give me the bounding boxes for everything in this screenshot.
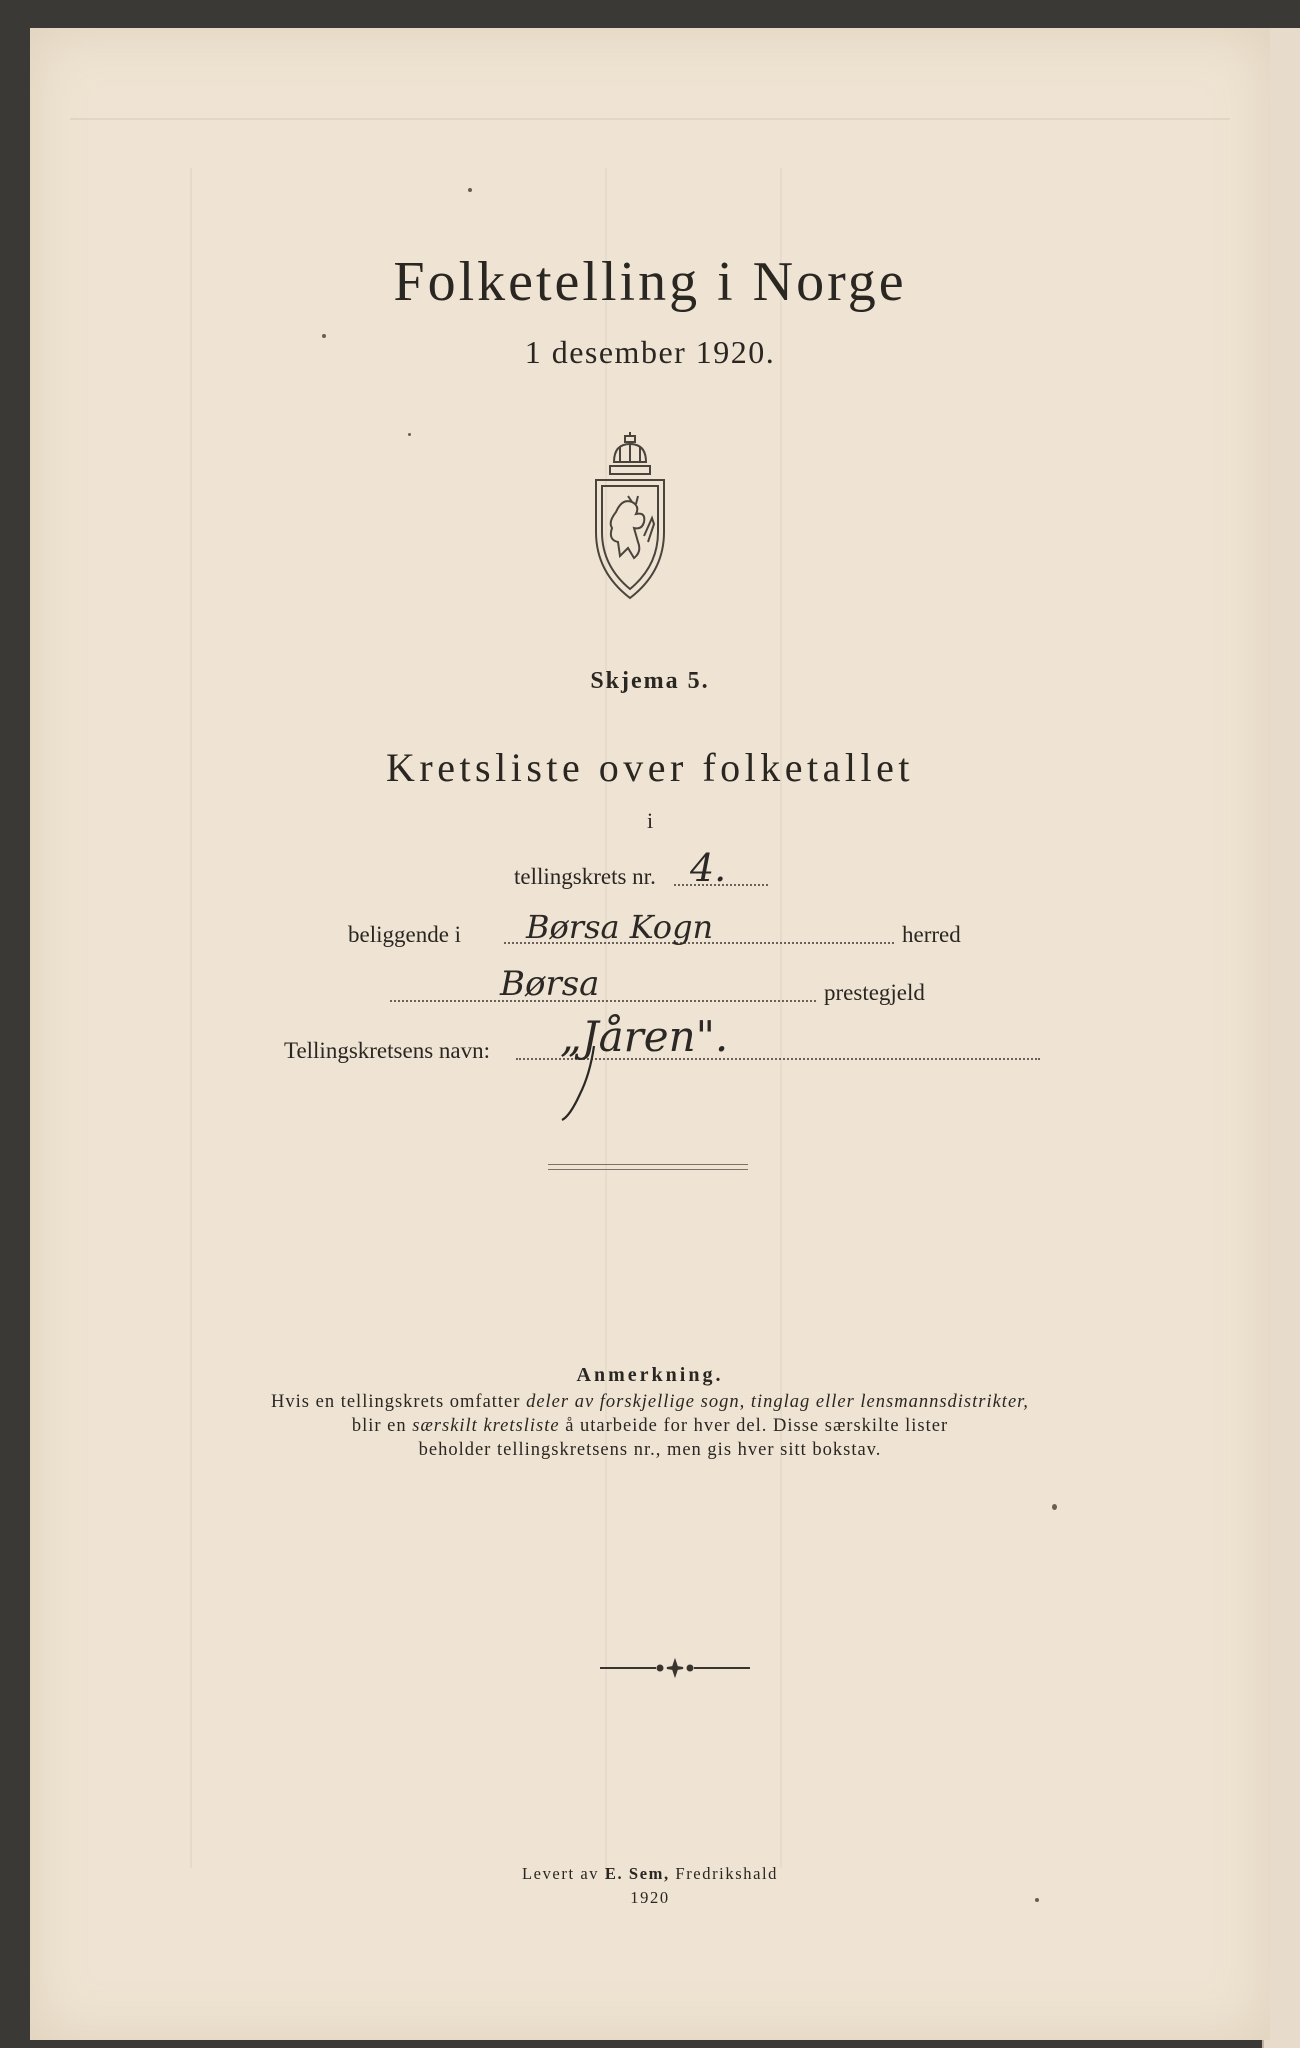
prestegjeld-value: Børsa xyxy=(500,964,600,1004)
connector-word: i xyxy=(646,808,654,833)
herred-label: herred xyxy=(902,922,961,947)
census-form-paper xyxy=(30,28,1270,2040)
form-title: Folketelling i Norge xyxy=(393,251,907,313)
printer-pre: Levert av xyxy=(521,1864,600,1883)
note-line-3: beholder tellingskretsens nr., men gis hver sitt bokstav. xyxy=(418,1440,882,1460)
prestegjeld-line xyxy=(390,1000,816,1002)
beliggende-label: beliggende i xyxy=(348,922,462,947)
note-title: Anmerkning. xyxy=(576,1364,724,1386)
handwritten-flourish xyxy=(550,1044,610,1124)
paper-speck xyxy=(408,433,411,436)
beliggende-value: Børsa Kogn xyxy=(526,908,714,946)
schema-number: Skjema 5. xyxy=(590,668,710,694)
note-line-1 xyxy=(30,1392,1270,1413)
note-line-2 xyxy=(30,1416,1270,1437)
ornamental-divider-icon xyxy=(600,1658,750,1678)
tellingskrets-label: tellingskrets nr. xyxy=(514,864,656,889)
bleed-through-column xyxy=(190,168,192,1868)
norwegian-coat-of-arms-icon xyxy=(592,432,668,602)
bleed-through-column xyxy=(780,168,782,1868)
printer-credit xyxy=(30,1864,1270,1884)
printer-name: E. Sem, xyxy=(604,1864,670,1883)
navn-value: „Jåren". xyxy=(560,1012,729,1061)
census-date: 1 desember 1920. xyxy=(524,334,776,370)
note-line-1-italic: deler av forskjellige sogn, tinglag eller lensmannsdistrikter, xyxy=(526,1392,1029,1412)
list-heading: Kretsliste over folketallet xyxy=(385,745,915,790)
paper-speck xyxy=(468,188,472,192)
section-divider xyxy=(548,1164,748,1170)
note-line-2-rest: å utarbeide for hver del. Disse særskilte lister xyxy=(565,1416,949,1436)
note-line-1-text: Hvis en tellingskrets omfatter xyxy=(271,1392,521,1412)
note-line-2-italic: særskilt kretsliste xyxy=(412,1416,560,1436)
bleed-through-rule xyxy=(70,118,1230,120)
prestegjeld-label: prestegjeld xyxy=(824,980,925,1005)
print-year: 1920 xyxy=(630,1888,670,1907)
navn-label: Tellingskretsens navn: xyxy=(284,1038,490,1063)
tellingskrets-value: 4. xyxy=(690,846,727,890)
paper-speck xyxy=(1052,1504,1057,1510)
note-line-2-text: blir en xyxy=(351,1416,407,1436)
printer-place: Fredrikshald xyxy=(675,1864,779,1883)
